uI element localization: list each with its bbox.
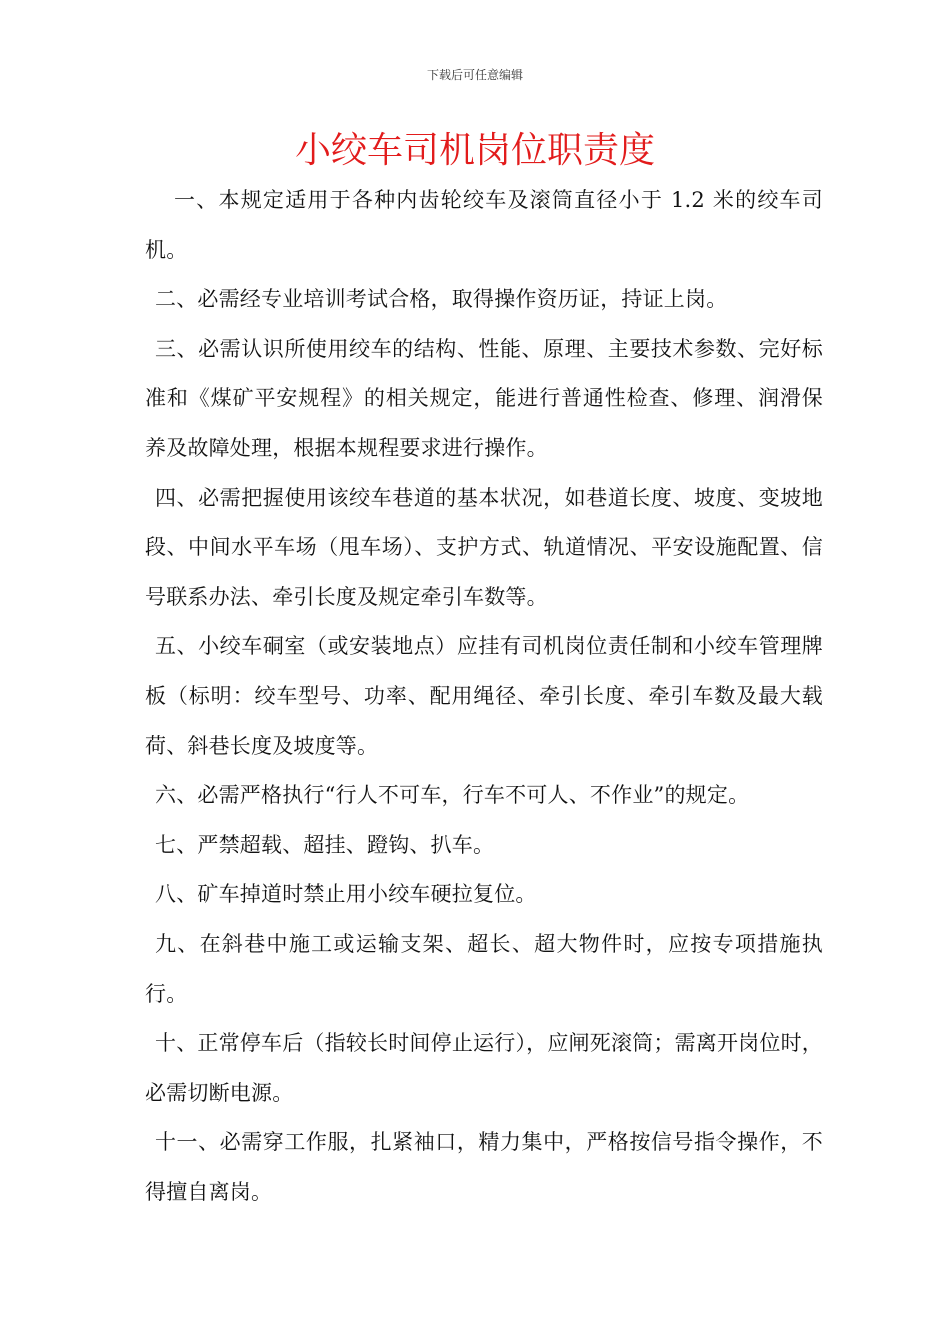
- paragraph-3: 三、必需认识所使用绞车的结构、性能、原理、主要技术参数、完好标准和《煤矿平安规程》的相关规定，能进行普通性检查、修理、润滑保养及故障处理，根据本规程要求进行操作。: [145, 336, 823, 460]
- document-title: 小绞车司机岗位职责度: [294, 130, 655, 171]
- page-header-note: 下载后可任意编辑: [426, 68, 523, 82]
- paragraph-10: 十、正常停车后（指较长时间停止运行），应闸死滚筒；需离开岗位时，必需切断电源。: [145, 1031, 823, 1105]
- paragraph-5: 五、小绞车硐室（或安装地点）应挂有司机岗位责任制和小绞车管理牌板（标明：绞车型号、功率、配用绳径、牵引长度、牵引车数及最大载荷、斜巷长度及坡度等。: [145, 634, 823, 758]
- paragraph-9: 九、在斜巷中施工或运输支架、超长、超大物件时，应按专项措施执行。: [145, 931, 823, 1006]
- document-body: [145, 176, 823, 1217]
- paragraph-11: 十一、必需穿工作服，扎紧袖口，精力集中，严格按信号指令操作，不得擅自离岗。: [145, 1130, 823, 1204]
- paragraph-8: 八、矿车掉道时禁止用小绞车硬拉复位。: [155, 882, 537, 907]
- paragraph-4: 四、必需把握使用该绞车巷道的基本状况，如巷道长度、坡度、变坡地段、中间水平车场（甩车场）、支护方式、轨道情况、平安设施配置、信号联系办法、牵引长度及规定牵引车数等。: [145, 485, 823, 609]
- paragraph-2: 二、必需经专业培训考试合格，取得操作资历证，持证上岗。: [155, 287, 728, 312]
- paragraph-6: 六、必需严格执行“行人不可车，行车不可人、不作业”的规定。: [155, 783, 750, 808]
- paragraph-7: 七、严禁超载、超挂、蹬钩、扒车。: [155, 832, 495, 857]
- paragraph-1: 一、本规定适用于各种内齿轮绞车及滚筒直径小于 1.2 米的绞车司机。: [145, 188, 823, 262]
